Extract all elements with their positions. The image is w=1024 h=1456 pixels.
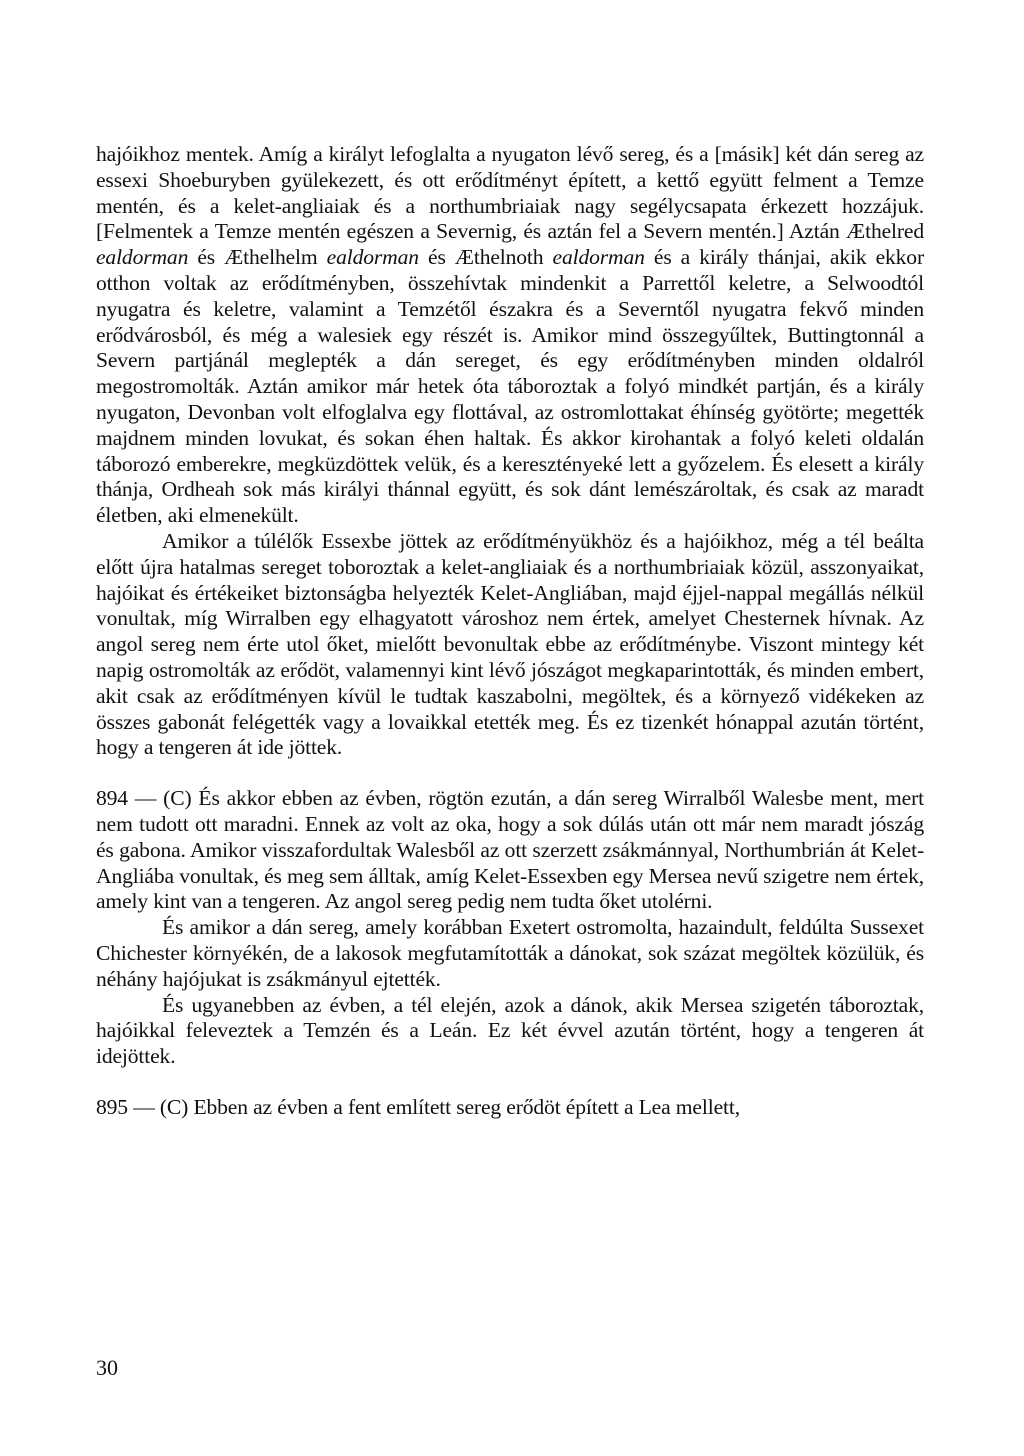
text-run: hajóikhoz mentek. Amíg a királyt lefoglalta a nyugaton lévő sereg, és a [másik] két dán sereg az essexi Shoeburyben gyülekezett, és ott erődítményt épített, a kettő együtt felment a Temze mentén, és a kelet-angliaiak és a northumbriaiak nagy segélycsapata érkezett hozzájuk. [Felmentek a Temze mentén egészen a Severnig, és aztán fel a Severn mentén.] Aztán Æthelred <box>96 142 924 244</box>
paragraph-survivors: Amikor a túlélők Essexbe jöttek az erődítményükhöz és a hajóikhoz, még a tél beálta előtt újra hatalmas sereget toboroztak a kelet-angliaiak és a northumbriaiak közül, asszonyaikat, hajóikat és értékeiket biztonságba helyezték Kelet-Angliában, majd éjjel-nappal megállás nélkül vonultak, míg Wirralben egy elhagyatott városhoz nem értek, amelyet Chesternek hívnak. Az angol sereg nem érte utol őket, mielőtt bevonultak ebbe az erődítménybe. Viszont mintegy két napig ostromolták az erődöt, valamennyi kint lévő jószágot megkaparintották, és minden embert, akit csak az erődítményen kívül le tudtak kaszabolni, megöltek, és a környező vidékeken az összes gabonát felégették vagy a lovaikkal etették meg. És ez tizenkét hónappal azután történt, hogy a tengeren át ide jöttek. <box>96 528 924 760</box>
page-body <box>96 142 924 1121</box>
paragraph-exeter-army: És amikor a dán sereg, amely korábban Exetert ostromolta, hazaindult, feldúlta Sussexet Chichester környékén, de a lakosok megfutamították a dánokat, sok százat megöltek közülük, és néhány hajójukat is zsákmányul ejtették. <box>96 915 924 991</box>
annal-entry-894: 894 — (C) És akkor ebben az évben, rögtön ezután, a dán sereg Wirralből Walesbe ment, mert nem tudott ott maradni. Ennek az volt az oka, hogy a sok dúlás után ott már nem maradt jószág és gabona. Amikor visszafordultak Walesből az ott szerzett zsákmánnyal, Northumbrián át Kelet-Angliába vonultak, és meg sem álltak, amíg Kelet-Essexben egy Mersea nevű szigetre nem értek, amely kint van a tengeren. Az angol sereg pedig nem tudta őket utolérni. <box>96 786 924 914</box>
italic-term: ealdorman <box>552 245 645 270</box>
paragraph-mersea: És ugyanebben az évben, a tél elején, azok a dánok, akik Mersea szigetén táboroztak, hajóikkal feleveztek a Temzén és a Leán. Ez két évvel azután történt, hogy a tengeren át idejöttek. <box>96 992 924 1069</box>
text-run: és a király thánjai, akik ekkor otthon voltak az erődítményben, összehívtak mindenkit a Parrettől keletre, a Selwoodtól nyugatra és keletre, valamint a Temzétől északra és a Severntől nyugatra fekvő minden erődvárosból, és még a walesiek egy részét is. Amikor mind összegyűltek, Buttingtonnál a Severn partjánál meglepték a dán sereget, és egy erődítményben minden oldalról megostromolták. Aztán amikor már hetek óta táboroztak a folyó mindkét partján, és a király nyugaton, Devonban volt elfoglalva egy flottával, az ostromlottakat éhínség gyötörte; megették majdnem minden lovukat, és sokan éhen haltak. És akkor kirohantak a folyó keleti oldalán táborozó emberekre, megküzdöttek velük, és a keresztényeké lett a győzelem. És elesett a király thánja, Ordheah sok más királyi thánnal együtt, és sok dánt lemészároltak, és csak az maradt életben, aki elmenekült. <box>96 245 924 528</box>
paragraph-continuation <box>96 142 924 529</box>
text-run: és Æthelhelm <box>188 245 327 270</box>
text-run: és Æthelnoth <box>418 245 553 270</box>
italic-term: ealdorman <box>326 245 419 270</box>
annal-entry-895: 895 — (C) Ebben az évben a fent említett sereg erődöt épített a Lea mellett, <box>96 1094 740 1119</box>
page-number: 30 <box>96 1355 118 1380</box>
italic-term: ealdorman <box>96 245 189 270</box>
